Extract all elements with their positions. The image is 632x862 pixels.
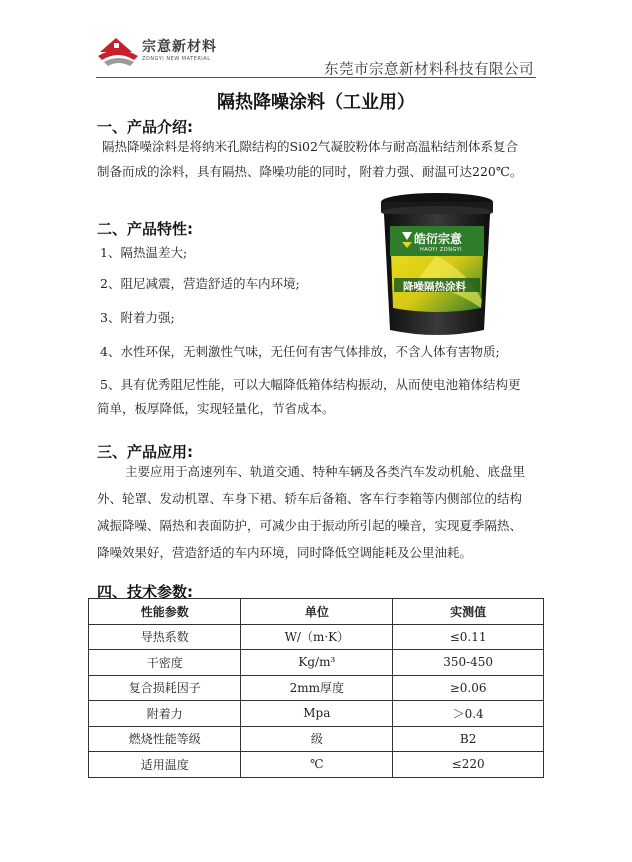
table-cell: 350-450	[393, 650, 544, 676]
column-header: 性能参数	[89, 599, 241, 625]
table-cell: 级	[241, 726, 393, 752]
section-heading-features: 二、产品特性:	[97, 220, 193, 238]
section-heading-specs: 四、技术参数:	[97, 583, 193, 601]
applications-line: 外、轮罩、发动机罩、车身下裙、轿车后备箱、客车行李箱等内侧部位的结构	[97, 491, 523, 506]
feature-item: 4、水性环保，无刺激性气味，无任何有害气体排放，不含人体有害物质;	[100, 344, 500, 359]
product-name-label: 降噪隔热涂料	[403, 281, 466, 293]
feature-item: 5、具有优秀阻尼性能，可以大幅降低箱体结构振动，从而使电池箱体结构更	[100, 377, 521, 392]
section-heading-intro: 一、产品介绍:	[97, 118, 193, 136]
applications-line: 主要应用于高速列车、轨道交通、特种车辆及各类汽车发动机舱、底盘里	[125, 464, 526, 479]
table-row	[89, 701, 544, 727]
company-name: 东莞市宗意新材料科技有限公司	[324, 62, 534, 78]
header-divider	[96, 77, 536, 78]
specs-table	[88, 598, 544, 778]
table-cell: ℃	[241, 752, 393, 778]
intro-paragraph	[97, 134, 537, 184]
feature-item: 2、阻尼减震，营造舒适的车内环境;	[100, 276, 300, 291]
table-row	[89, 752, 544, 778]
table-cell: 复合损耗因子	[89, 675, 241, 701]
feature-item-continuation: 简单，板厚降低，实现轻量化，节省成本。	[97, 401, 335, 416]
logo-text-cn: 宗意新材料	[142, 39, 217, 55]
table-row	[89, 726, 544, 752]
company-logo	[96, 30, 226, 72]
applications-paragraph	[97, 458, 537, 566]
table-cell: 燃烧性能等级	[89, 726, 241, 752]
page-header	[0, 0, 632, 80]
table-cell: ≥0.06	[393, 675, 544, 701]
column-header: 实测值	[393, 599, 544, 625]
table-cell: ≤220	[393, 752, 544, 778]
table-cell: 干密度	[89, 650, 241, 676]
table-row	[89, 650, 544, 676]
logo-mark-icon	[96, 30, 140, 72]
document-title: 隔热降噪涂料（工业用）	[217, 92, 415, 113]
intro-line: 制备而成的涂料，具有隔热、降噪功能的同时，附着力强、耐温可达220℃。	[97, 164, 523, 179]
intro-line: 隔热降噪涂料是将纳米孔隙结构的Si02气凝胶粉体与耐高温粘结剂体系复合	[102, 139, 518, 154]
table-cell: W/（m·K）	[241, 624, 393, 650]
feature-item: 3、附着力强;	[100, 310, 175, 325]
applications-line: 减振降噪、隔热和表面防护，可减少由于振动所引起的噪音，实现夏季隔热、	[97, 518, 523, 533]
table-cell: ≤0.11	[393, 624, 544, 650]
table-cell: 附着力	[89, 701, 241, 727]
logo-text-en: ZONGYI NEW MATERIAL	[142, 56, 211, 62]
section-heading-applications: 三、产品应用:	[97, 443, 193, 461]
table-row	[89, 624, 544, 650]
table-cell: Kg/m³	[241, 650, 393, 676]
table-cell: 导热系数	[89, 624, 241, 650]
table-cell: 2mm厚度	[241, 675, 393, 701]
feature-item: 1、隔热温差大;	[100, 245, 188, 260]
table-cell: ＞0.4	[393, 701, 544, 727]
column-header: 单位	[241, 599, 393, 625]
product-brand-label: 皓衍宗意	[414, 232, 463, 246]
table-header-row	[89, 599, 544, 625]
applications-line: 降噪效果好，营造舒适的车内环境，同时降低空调能耗及公里油耗。	[97, 545, 473, 560]
table-row	[89, 675, 544, 701]
product-brand-en: HAOYI ZONGYI	[420, 247, 463, 253]
table-cell: Mpa	[241, 701, 393, 727]
table-cell: 适用温度	[89, 752, 241, 778]
table-cell: B2	[393, 726, 544, 752]
product-bucket-image	[376, 190, 498, 340]
